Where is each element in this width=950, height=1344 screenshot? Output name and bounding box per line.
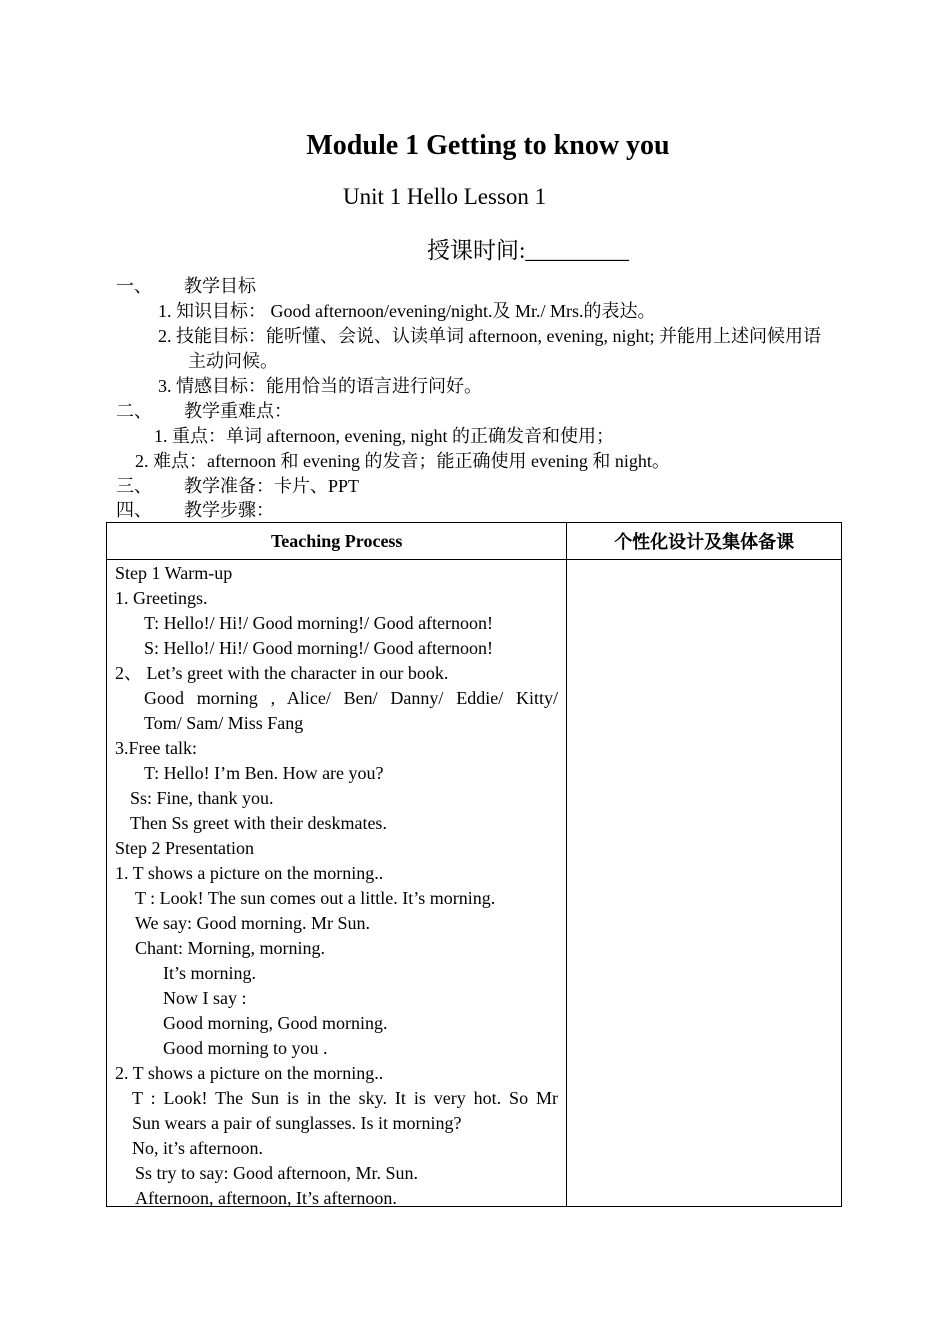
section-3-number: 三、	[116, 476, 152, 496]
header-teaching-process: Teaching Process	[107, 523, 567, 560]
objective-emotion: 3. 情感目标：能用恰当的语言进行问好。	[158, 376, 482, 396]
teaching-process-table	[106, 522, 842, 1207]
process-line: 2、 Let’s greet with the character in our book.	[115, 663, 449, 683]
difficult-point: 2. 难点：afternoon 和 evening 的发音；能正确使用 evening 和 night。	[135, 451, 670, 471]
process-line: Afternoon, afternoon, It’s afternoon.	[135, 1188, 397, 1208]
process-line: No, it’s afternoon.	[132, 1138, 263, 1158]
process-line: Good morning, Good morning.	[163, 1013, 388, 1033]
process-line: We say: Good morning. Mr Sun.	[135, 913, 371, 933]
header-personalized-design: 个性化设计及集体备课	[567, 523, 842, 560]
objective-skill: 2. 技能目标：能听懂、会说、认读单词 afternoon, evening, night; 并能用上述问候用语	[158, 326, 821, 346]
process-line: T: Hello! I’m Ben. How are you?	[144, 763, 384, 783]
section-2-heading: 教学重难点：	[184, 401, 292, 421]
section-4-heading: 教学步骤：	[184, 500, 274, 520]
process-line: Sun wears a pair of sunglasses. Is it morning?	[132, 1113, 462, 1133]
process-line: T : Look! The sun comes out a little. It’s morning.	[135, 888, 496, 908]
process-line: Ss: Fine, thank you.	[130, 788, 274, 808]
section-1-heading: 教学目标	[184, 276, 256, 296]
objective-skill-cont: 主动问候。	[188, 351, 278, 371]
personalized-design-cell	[567, 560, 842, 1207]
key-point: 1. 重点：单词 afternoon, evening, night 的正确发音和使用；	[154, 426, 614, 446]
process-line: It’s morning.	[163, 963, 256, 983]
process-line: Tom/ Sam/ Miss Fang	[144, 713, 304, 733]
process-line: S: Hello!/ Hi!/ Good morning!/ Good afternoon!	[144, 638, 493, 658]
process-line: Good morning , Alice/ Ben/ Danny/ Eddie/ Kitty/	[144, 688, 558, 708]
process-line: 3.Free talk:	[115, 738, 197, 758]
process-line: 1. T shows a picture on the morning..	[115, 863, 384, 883]
teaching-process-cell	[107, 560, 567, 1207]
process-line: Ss try to say: Good afternoon, Mr. Sun.	[135, 1163, 418, 1183]
process-line: Good morning to you .	[163, 1038, 328, 1058]
section-2-number: 二、	[116, 401, 152, 421]
process-line: 2. T shows a picture on the morning..	[115, 1063, 384, 1083]
process-line: 1. Greetings.	[115, 588, 208, 608]
process-line: Step 1 Warm-up	[115, 563, 233, 583]
section-4-number: 四、	[116, 500, 152, 520]
section-3-heading: 教学准备：卡片、PPT	[184, 476, 360, 496]
process-line: Then Ss greet with their deskmates.	[130, 813, 387, 833]
section-1-number: 一、	[116, 276, 152, 296]
process-line: Chant: Morning, morning.	[135, 938, 325, 958]
objective-knowledge: 1. 知识目标： Good afternoon/evening/night.及 Mr./ Mrs.的表达。	[158, 301, 656, 321]
teaching-time: 授课时间:_________	[427, 238, 629, 263]
process-line: T : Look! The Sun is in the sky. It is very hot. So Mr	[132, 1088, 558, 1108]
process-line: T: Hello!/ Hi!/ Good morning!/ Good afternoon!	[144, 613, 494, 633]
process-line: Step 2 Presentation	[115, 838, 254, 858]
process-line: Now I say :	[163, 988, 247, 1008]
document-title: Module 1 Getting to know you	[306, 130, 670, 161]
lesson-subtitle: Unit 1 Hello Lesson 1	[343, 184, 547, 209]
